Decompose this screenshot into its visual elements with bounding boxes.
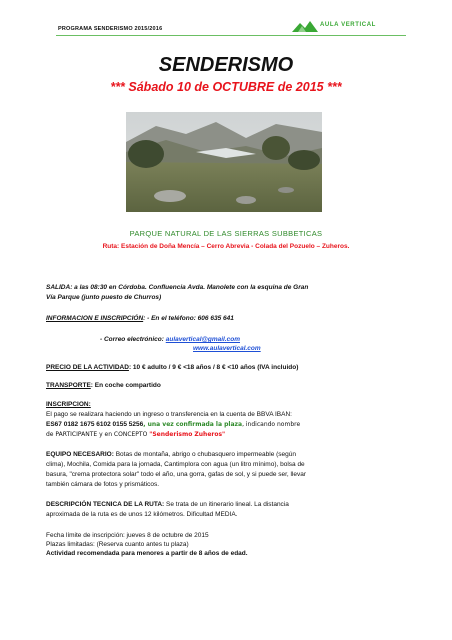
concept-prefix: de PARTICIPANTE y en CONCEPTO — [46, 431, 150, 438]
inscripcion-line-2-end: , indicando nombre — [242, 421, 301, 428]
park-name: PARQUE NATURAL DE LAS SIERRAS SUBBETICAS — [129, 229, 323, 238]
page-title: SENDERISMO — [158, 54, 294, 76]
website-link[interactable]: www.aulavertical.com — [193, 345, 261, 352]
web-line — [193, 345, 393, 354]
precio-line — [46, 364, 406, 373]
logo-text: AULA VERTICAL — [320, 22, 376, 28]
landscape-photo — [126, 112, 322, 212]
email-label: - Correo electrónico: — [100, 336, 166, 343]
aula-vertical-logo — [292, 20, 404, 34]
age-recommendation: Actividad recomendada para menores a partir de 8 años de edad. — [46, 550, 248, 557]
info-label: INFORMACION E INSCRIPCIÓN — [46, 315, 144, 322]
header-divider — [56, 35, 406, 36]
transporte-value: : En coche compartido — [90, 382, 161, 389]
info-phone: : - En el teléfono: 606 635 641 — [143, 315, 234, 322]
deadline: Fecha límite de inscripción: jueves 8 de octubre de 2015 — [46, 532, 209, 539]
info-line — [46, 315, 406, 324]
transporte-label: TRANSPORTE — [46, 382, 91, 389]
concept-value: "Senderismo Zuheros" — [149, 431, 226, 438]
confirm-note: , una vez confirmada la plaza — [143, 421, 243, 428]
email-link[interactable]: aulavertical@gmail.com — [165, 336, 240, 343]
precio-value: : 10 € adulto / 9 € <18 años / 8 € <10 años (IVA incluido) — [128, 364, 299, 371]
event-date: *** Sábado 10 de OCTUBRE de 2015 *** — [110, 80, 342, 94]
salida-line-2: Vía Parque (junto puesto de Churros) — [46, 294, 162, 301]
inscripcion-line-2 — [46, 421, 406, 430]
equipo-line-1 — [46, 451, 406, 460]
equipo-line-2: clima), Mochila, Comida para la jornada, Cantimplora con agua (un litro mínimo), bolsa de — [46, 461, 305, 468]
equipo-text-1: Botas de montaña, abrigo o chubasquero impermeable (según — [113, 451, 297, 458]
equipo-line-4: también cámara de fotos y prismáticos. — [46, 481, 160, 488]
inscripcion-line-1: El pago se realizara haciendo un ingreso o transferencia en la cuenta de BBVA IBAN: — [46, 411, 292, 418]
program-label: PROGRAMA SENDERISMO 2015/2016 — [58, 26, 163, 32]
equipo-line-3: basura, "crema protectora solar" todo el año, una gorra, gafas de sol, y si puede ser, llevar — [46, 471, 307, 478]
descripcion-line-2: aproximada de la ruta es de unos 12 kilómetros. Dificultad MEDIA. — [46, 511, 238, 518]
route-description: Ruta: Estación de Doña Mencía – Cerro Abrevia - Colada del Pozuelo – Zuheros. — [102, 243, 350, 250]
iban-number: ES67 0182 1675 6102 0155 5256 — [46, 421, 144, 428]
inscripcion-label: INSCRIPCION: — [46, 401, 91, 408]
descripcion-label: DESCRIPCIÓN TECNICA DE LA RUTA: — [46, 501, 165, 508]
equipo-label: EQUIPO NECESARIO: — [46, 451, 114, 458]
inscripcion-line-3 — [46, 431, 406, 440]
transporte-line — [46, 382, 406, 391]
email-line — [100, 336, 400, 345]
precio-label: PRECIO DE LA ACTIVIDAD — [46, 364, 129, 371]
descripcion-line-1 — [46, 501, 406, 510]
descripcion-text-1: Se trata de un itinerario lineal. La distancia — [164, 501, 289, 508]
places-note: Plazas limitadas: (Reserva cuanto antes tu plaza) — [46, 541, 189, 548]
salida-line-1: SALIDA: a las 08:30 en Córdoba. Confluencia Avda. Manolete con la esquina de Gran — [46, 284, 309, 291]
mountain-logo-icon — [292, 20, 318, 32]
